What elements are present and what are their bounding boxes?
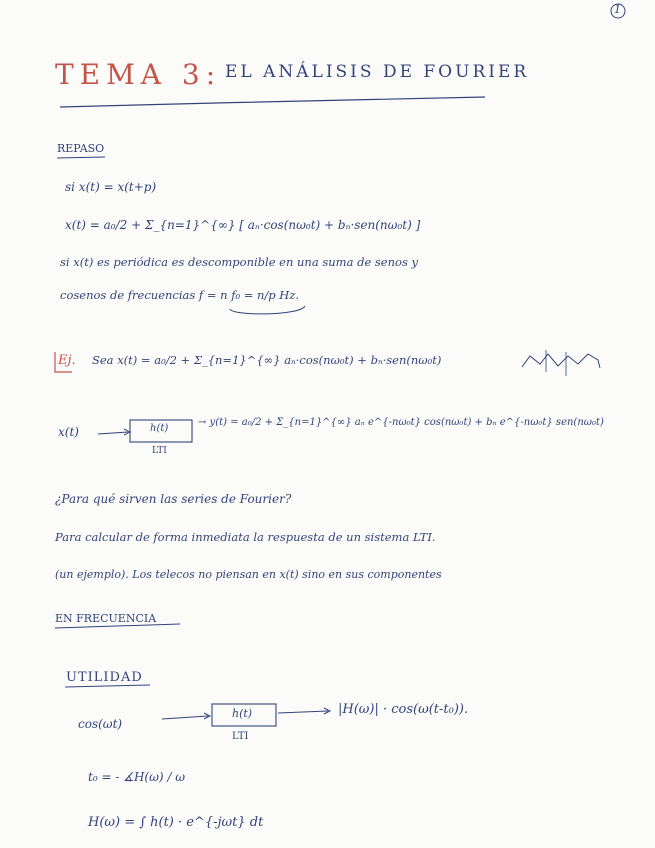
utilidad-underline xyxy=(65,685,150,687)
lti-output: → y(t) = a₀/2 + Σ_{n=1}^{∞} aₙ e^{-nω₀t} cos(nω₀t) + bₙ e^{-nω₀t} sen(nω₀t) xyxy=(198,417,604,428)
lti-arrow-in xyxy=(98,432,128,434)
repaso-line-4: cosenos de frecuencias f = n f₀ = n/p Hz. xyxy=(60,288,300,302)
lti-under-label: LTI xyxy=(152,446,167,456)
para-line-1: Para calcular de forma inmediata la respuesta de un sistema LTI. xyxy=(55,530,436,544)
lti-box-label: h(t) xyxy=(150,423,169,434)
utilidad-under-label: LTI xyxy=(232,731,249,742)
ej-label: Ej. xyxy=(58,353,76,368)
utilidad-input: cos(ωt) xyxy=(78,717,123,731)
para-question: ¿Para qué sirven las series de Fourier? xyxy=(55,492,292,506)
freq-bracket xyxy=(230,306,305,314)
repaso-line-1: si x(t) = x(t+p) xyxy=(65,180,157,194)
hw-formula: H(ω) = ∫ h(t) · e^{-jωt} dt xyxy=(88,815,264,830)
ej-line: Sea x(t) = a₀/2 + Σ_{n=1}^{∞} aₙ·cos(nω₀t) + bₙ·sen(nω₀t) xyxy=(92,353,442,367)
en-frecuencia-heading: EN FRECUENCIA xyxy=(55,612,157,625)
page-title-prefix: TEMA 3: xyxy=(55,58,222,91)
utilidad-heading: UTILIDAD xyxy=(66,670,143,685)
utilidad-output: |H(ω)| · cos(ω(t-t₀)). xyxy=(338,702,469,717)
utilidad-box-label: h(t) xyxy=(232,707,253,720)
para-line-2: (un ejemplo). Los telecos no piensan en x(t) sino en sus componentes xyxy=(55,568,442,581)
lti-arrow-in-2 xyxy=(162,716,208,719)
repaso-heading: REPASO xyxy=(57,142,105,155)
repaso-underline xyxy=(57,157,105,158)
title-underline xyxy=(60,97,485,107)
lti-arrow-out-2 xyxy=(278,711,328,713)
page-title: EL ANÁLISIS DE FOURIER xyxy=(225,62,530,82)
lti-input: x(t) xyxy=(58,425,79,439)
repaso-line-2: x(t) = a₀/2 + Σ_{n=1}^{∞} [ aₙ·cos(nω₀t) + bₙ·sen(nω₀t) ] xyxy=(65,218,421,232)
repaso-line-3: si x(t) es periódica es descomponible en una suma de senos y xyxy=(60,255,418,269)
t0-formula: t₀ = - ∡H(ω) / ω xyxy=(88,770,186,784)
periodic-signal-sketch xyxy=(522,354,600,368)
page-number: 1 xyxy=(614,3,621,16)
